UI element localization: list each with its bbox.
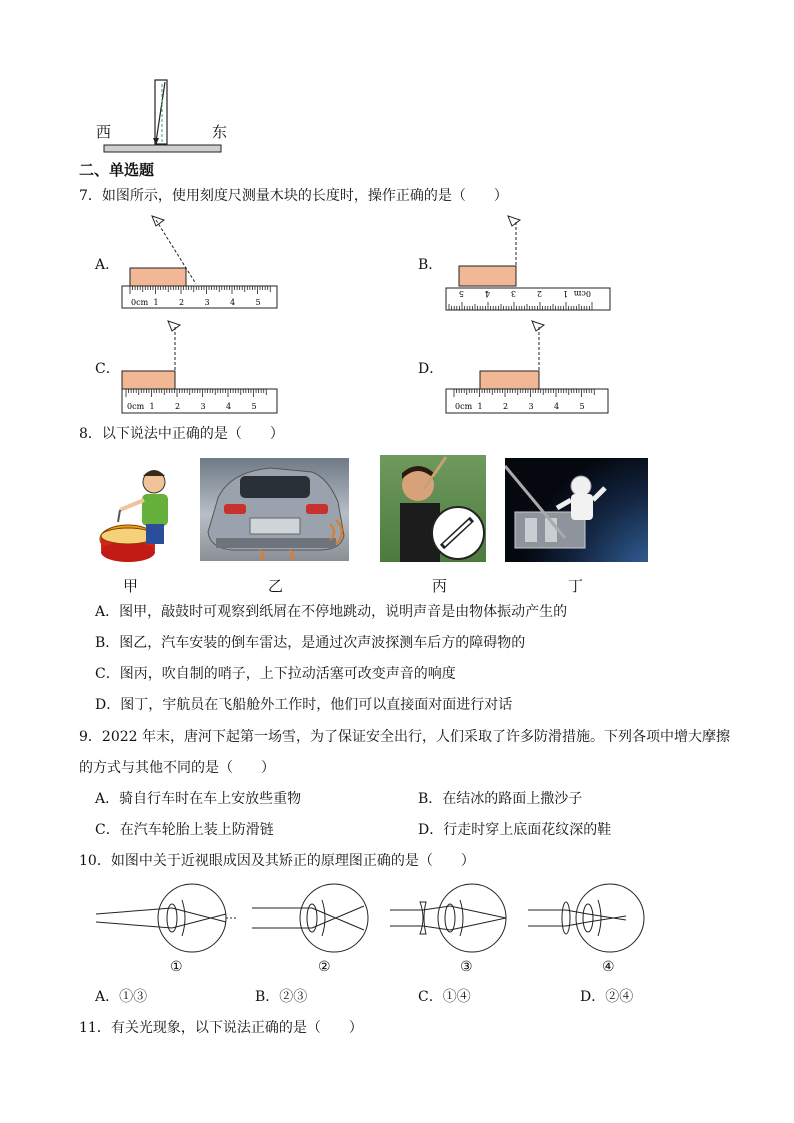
ruler-tick-label: 2 [179,298,185,307]
q7-figure-c [118,315,283,415]
ruler-tick-label: 5 [579,402,585,411]
caption-yi: 乙 [268,577,284,595]
q7-option-a-label[interactable]: A． [95,257,120,273]
q7-option-d-label[interactable]: D． [418,361,444,377]
ruler-tick-label: 4 [230,298,236,307]
ruler-tick-label: 3 [204,298,210,307]
ruler-tick-label: 5 [251,402,257,411]
q9-option-d[interactable]: D．行走时穿上底面花纹深的鞋 [418,822,612,838]
ruler-d [446,389,608,413]
ruler-tick-label: 2 [175,402,181,411]
q9-option-b[interactable]: B．在结冰的路面上撒沙子 [418,791,583,807]
east-label: 东 [212,123,228,141]
ruler-tick-label: 4 [554,402,560,411]
q8-option-a[interactable]: A．图甲，敲鼓时可观察到纸屑在不停地跳动，说明声音是由物体振动产生的 [95,604,568,620]
ruler-tick-label: 0cm [573,289,591,298]
q11-stem: 11．有关光现象，以下说法正确的是（ ） [79,1020,363,1036]
ruler-tick-label: 0cm [455,402,473,411]
q10-option-b[interactable]: B．②③ [255,989,308,1005]
pole-figure [90,78,230,158]
eye-diagram-2 [250,878,380,958]
ruler-tick-label: 5 [458,289,464,298]
car-radar-image [200,458,349,561]
section-title: 二、单选题 [79,161,155,179]
whistle-boy-image [380,455,486,562]
drum-kid-image [98,464,178,564]
q7-option-c-label[interactable]: C． [95,361,120,377]
ruler-tick-label: 1 [153,298,159,307]
q7-figure-a [118,210,283,310]
q9-option-a[interactable]: A．骑自行车时在车上安放些重物 [95,791,302,807]
ruler-tick-label: 4 [226,402,232,411]
eye-label-2: ② [318,959,331,975]
ruler-tick-label: 2 [503,402,509,411]
eye-label-4: ④ [602,959,615,975]
eye-diagram-3 [388,878,518,958]
west-label: 西 [96,123,112,141]
caption-ding: 丁 [568,577,584,595]
q8-option-b[interactable]: B．图乙，汽车安装的倒车雷达，是通过次声波探测车后方的障碍物的 [95,635,526,651]
q7-option-b-label[interactable]: B． [418,257,443,273]
q9-option-c[interactable]: C．在汽车轮胎上装上防滑链 [95,822,274,838]
ruler-a [122,286,277,308]
eye-diagram-1 [92,878,242,958]
q9-stem-line2: 的方式与其他不同的是（ ） [79,760,275,776]
ruler-tick-label: 4 [484,289,490,298]
q7-stem: 7．如图所示，使用刻度尺测量木块的长度时，操作正确的是（ ） [79,188,508,204]
ruler-c [122,389,277,413]
ruler-tick-label: 5 [255,298,261,307]
ruler-tick-label: 3 [528,402,534,411]
ruler-tick-label: 1 [149,402,155,411]
eye-diagram-4 [526,878,656,958]
caption-jia: 甲 [123,577,139,595]
q10-option-d[interactable]: D．②④ [580,989,634,1005]
ruler-tick-label: 3 [200,402,206,411]
ruler-tick-label: 0cm [127,402,145,411]
q8-option-c[interactable]: C．图丙，吹自制的哨子，上下拉动活塞可改变声音的响度 [95,666,456,682]
ruler-tick-label: 3 [510,289,516,298]
astronaut-image [505,458,648,562]
q7-figure-b [444,210,614,312]
q10-option-c[interactable]: C．①④ [418,989,471,1005]
pole-diagram [90,78,230,158]
eye-label-1: ① [170,959,183,975]
q8-option-d[interactable]: D．图丁，宇航员在飞船舱外工作时，他们可以直接面对面进行对话 [95,697,513,713]
ruler-b [446,288,610,310]
q10-stem: 10．如图中关于近视眼成因及其矫正的原理图正确的是（ ） [79,853,475,869]
q7-figure-d [444,315,614,415]
caption-bing: 丙 [432,577,448,595]
q10-option-a[interactable]: A．①③ [95,989,148,1005]
ruler-tick-label: 1 [477,402,483,411]
ruler-tick-label: 2 [536,289,542,298]
eye-label-3: ③ [460,959,473,975]
q9-stem-line1: 9．2022 年末，唐河下起第一场雪，为了保证安全出行，人们采取了许多防滑措施。下列各项中增大摩擦 [79,729,730,745]
ruler-tick-label: 0cm [131,298,149,307]
ruler-tick-label: 1 [562,289,568,298]
q8-stem: 8．以下说法中正确的是（ ） [79,426,284,442]
